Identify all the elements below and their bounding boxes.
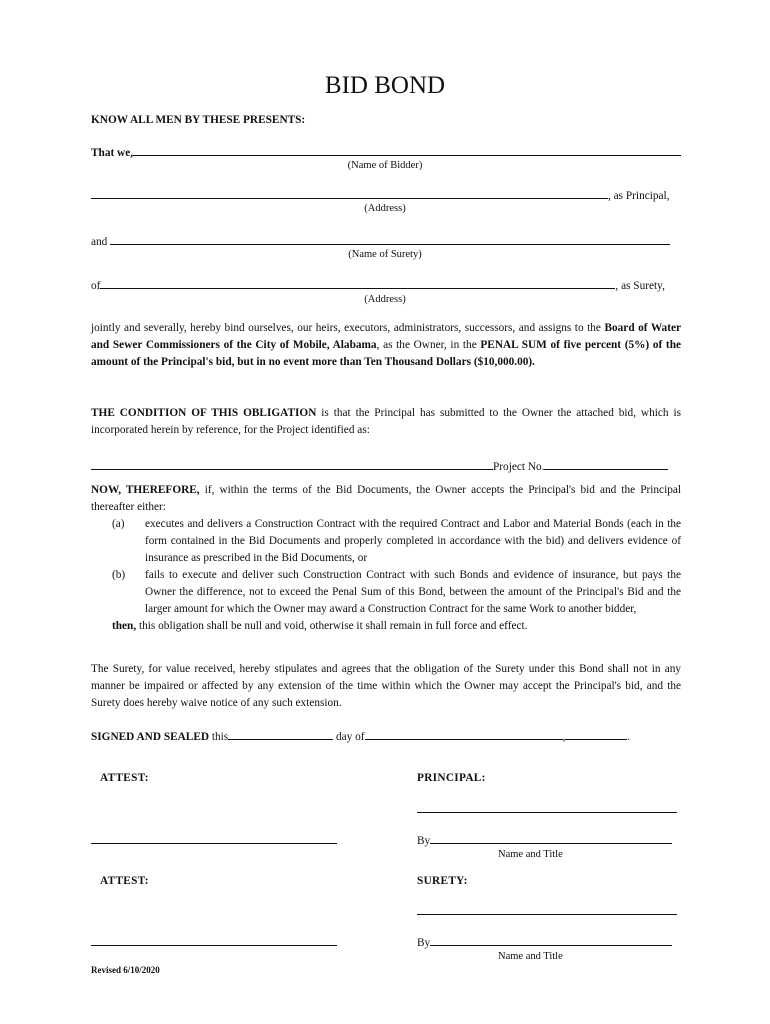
name-title-caption-2: Name and Title xyxy=(498,951,563,962)
now-therefore-paragraph xyxy=(91,482,681,516)
year-field[interactable] xyxy=(565,727,627,740)
conditions-list xyxy=(91,516,681,635)
list-marker: (b) xyxy=(112,569,126,581)
condition-text: is that the Principal has submitted to the Owner the attached bid, which is incorporated herein by reference, for the Project identified as: xyxy=(91,407,681,436)
attest-signature-field-2[interactable] xyxy=(91,933,337,946)
surety-address-suffix: , as Surety, xyxy=(615,280,665,292)
then-clause xyxy=(91,618,681,635)
principal-address-caption: (Address) xyxy=(364,203,406,214)
attest-signature-field-1[interactable] xyxy=(91,831,337,844)
list-item xyxy=(91,516,681,567)
attest-label-2: ATTEST: xyxy=(100,875,149,887)
condition-heading: THE CONDITION OF THIS OBLIGATION xyxy=(91,407,317,419)
project-number-field[interactable] xyxy=(544,457,668,470)
attest-signature-row-2 xyxy=(91,933,337,952)
condition-paragraph xyxy=(91,405,681,439)
bidder-prefix: That we, xyxy=(91,147,134,159)
now-therefore-heading: NOW, THEREFORE, xyxy=(91,484,200,496)
by-label-2: By xyxy=(417,937,431,949)
attest-label-1: ATTEST: xyxy=(100,772,149,784)
surety-name-prefix: and xyxy=(91,236,108,248)
month-field[interactable] xyxy=(365,727,563,740)
then-text: this obligation shall be null and void, otherwise it shall remain in full force and effect. xyxy=(136,620,528,632)
signed-period: . xyxy=(627,731,631,743)
name-title-caption-1: Name and Title xyxy=(498,849,563,860)
signed-day-of: day of xyxy=(333,731,365,743)
binding-mid-text: , as the Owner, in the xyxy=(376,339,481,351)
signed-comma: , xyxy=(562,731,566,743)
list-item-text: fails to execute and deliver such Construction Contract with such Bonds and evidence of insurance, but pays the Owner the difference, not to exceed the Penal Sum of this Bond, between the amount of the Principal's Bid and the larger amount for which the Owner may award a Construction Contract for the same Work to another bidder, xyxy=(145,569,681,615)
principal-by-field[interactable] xyxy=(430,831,672,844)
surety-by-field[interactable] xyxy=(430,933,672,946)
owner-name: Board of Water and Sewer Commissioners of the City of Mobile, Alabama xyxy=(91,322,681,351)
bidder-caption: (Name of Bidder) xyxy=(347,160,423,171)
surety-name-field[interactable] xyxy=(110,232,670,245)
principal-signature-row xyxy=(417,800,677,819)
now-therefore-text: if, within the terms of the Bid Documents, the Owner accepts the Principal's bid and the Principal thereafter either: xyxy=(91,484,682,513)
surety-paragraph: The Surety, for value received, hereby stipulates and agrees that the obligation of the Surety under this Bond shall not in any manner be impaired or affected by any extension of the time within which the Owner may accept the Principal's bid, and the Surety does hereby waive notice of any such extension. xyxy=(91,663,681,709)
signed-sealed-heading: SIGNED AND SEALED xyxy=(91,731,210,743)
surety-signature-row xyxy=(417,902,677,921)
project-no-label: Project No. xyxy=(493,461,545,473)
signed-sealed-row xyxy=(91,727,630,746)
signed-this: this xyxy=(211,731,229,743)
principal-suffix: , as Principal, xyxy=(608,190,670,202)
know-all-heading: KNOW ALL MEN BY THESE PRESENTS: xyxy=(91,114,306,126)
binding-lead-text: jointly and severally, hereby bind ourselves, our heirs, executors, administrators, successors, and assigns to the xyxy=(91,322,605,334)
list-item xyxy=(91,567,681,618)
binding-paragraph xyxy=(91,320,681,371)
surety-signature-field[interactable] xyxy=(417,902,677,915)
project-row xyxy=(91,457,668,476)
principal-signature-field[interactable] xyxy=(417,800,677,813)
surety-label: SURETY: xyxy=(417,875,468,887)
list-marker: (a) xyxy=(112,518,125,530)
surety-name-caption: (Name of Surety) xyxy=(348,249,422,260)
document-title: BID BOND xyxy=(324,72,446,99)
day-field[interactable] xyxy=(228,727,333,740)
surety-address-field[interactable] xyxy=(100,276,615,289)
attest-signature-row-1 xyxy=(91,831,337,850)
principal-label: PRINCIPAL: xyxy=(417,772,486,784)
surety-address-prefix: of xyxy=(91,280,101,292)
bidder-name-field[interactable] xyxy=(133,143,681,156)
by-label-1: By xyxy=(417,835,431,847)
then-heading: then, xyxy=(112,620,137,632)
revision-date: Revised 6/10/2020 xyxy=(91,965,160,975)
project-name-field[interactable] xyxy=(91,457,493,470)
surety-address-caption: (Address) xyxy=(364,294,406,305)
principal-address-field[interactable] xyxy=(91,186,608,199)
list-item-text: executes and delivers a Construction Contract with the required Contract and Labor and Material Bonds (each in the form contained in the Bid Documents and properly completed in accordance with the bid) and delivers evidence of insurance as prescribed in the Bid Documents, or xyxy=(145,518,681,564)
penal-sum-text: PENAL SUM of five percent (5%) of the amount of the Principal's bid, but in no event more than Ten Thousand Dollars ($10,000.00). xyxy=(91,339,681,368)
